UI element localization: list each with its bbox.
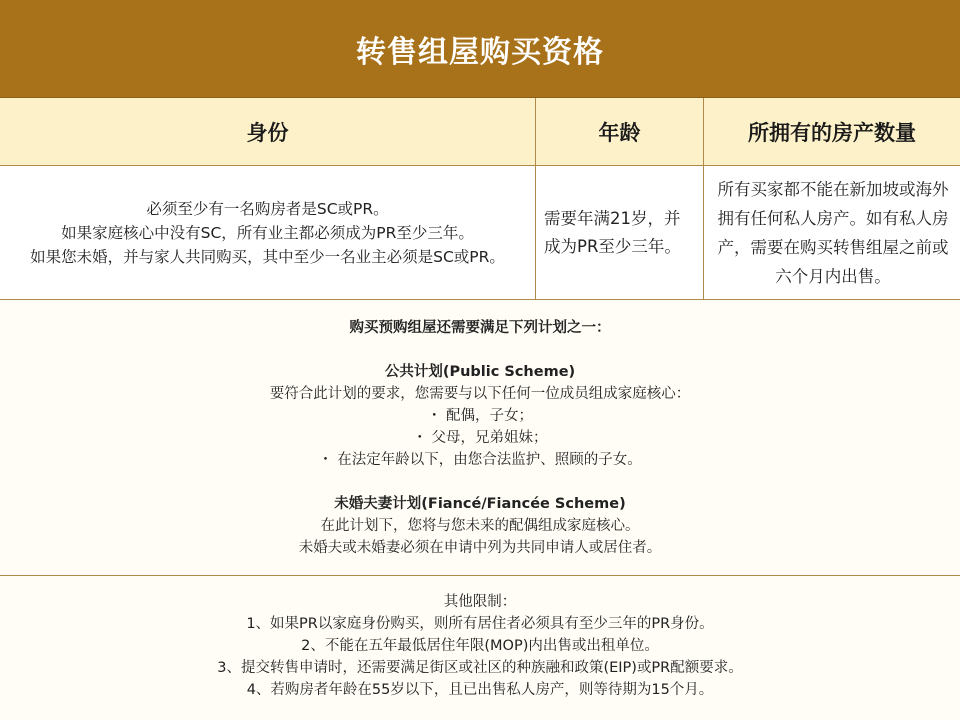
- header-age: 年龄: [536, 98, 704, 166]
- cell-identity: [0, 166, 536, 300]
- other-restrictions: [0, 576, 960, 720]
- property-text: 所有买家都不能在新加坡或海外拥有任何私人房产。如有私人房产，需要在购买转售组屋之前或六个月内出售。: [717, 179, 949, 286]
- cell-age: [536, 166, 704, 300]
- scheme-section: [0, 300, 960, 576]
- fiance-scheme-line: 在此计划下，您将与您未来的配偶组成家庭核心。: [320, 518, 640, 534]
- cell-property: [704, 166, 960, 300]
- header-identity: 身份: [0, 98, 536, 166]
- other-item: 3、提交转售申请时，还需要满足街区或社区的种族融和政策(EIP)或PR配额要求。: [217, 660, 743, 676]
- public-scheme-item: ・ 在法定年龄以下，由您合法监护、照顾的子女。: [318, 452, 642, 468]
- age-text: 需要年满21岁，并成为PR至少三年。: [544, 208, 681, 256]
- fiance-scheme-line: 未婚夫或未婚妻必须在申请中列为共同申请人或居住者。: [298, 540, 662, 556]
- public-scheme-item: ・ 父母，兄弟姐妹；: [412, 430, 548, 446]
- public-scheme-item: ・ 配偶，子女；: [426, 408, 534, 424]
- public-scheme-title: 公共计划(Public Scheme): [384, 364, 576, 380]
- other-item: 2、不能在五年最低居住年限(MOP)内出售或出租单位。: [301, 638, 659, 654]
- identity-line: 如果家庭核心中没有SC，所有业主都必须成为PR至少三年。: [61, 223, 474, 242]
- identity-line: 必须至少有一名购房者是SC或PR。: [146, 199, 389, 218]
- other-item: 1、如果PR以家庭身份购买，则所有居住者必须具有至少三年的PR身份。: [246, 616, 714, 632]
- public-scheme-desc: 要符合此计划的要求，您需要与以下任何一位成员组成家庭核心：: [269, 386, 691, 402]
- other-item: 4、若购房者年龄在55岁以下，且已出售私人房产，则等待期为15个月。: [246, 682, 714, 698]
- other-title: 其他限制：: [443, 594, 517, 610]
- page-title: 转售组屋购买资格: [356, 34, 604, 70]
- title-banner: [0, 0, 960, 98]
- header-property: 所拥有的房产数量: [704, 98, 960, 166]
- scheme-intro: 购买预购组屋还需要满足下列计划之一：: [349, 320, 611, 336]
- identity-line: 如果您未婚，并与家人共同购买，其中至少一名业主必须是SC或PR。: [30, 247, 505, 266]
- fiance-scheme-title: 未婚夫妻计划(Fiancé/Fiancée Scheme): [334, 496, 626, 512]
